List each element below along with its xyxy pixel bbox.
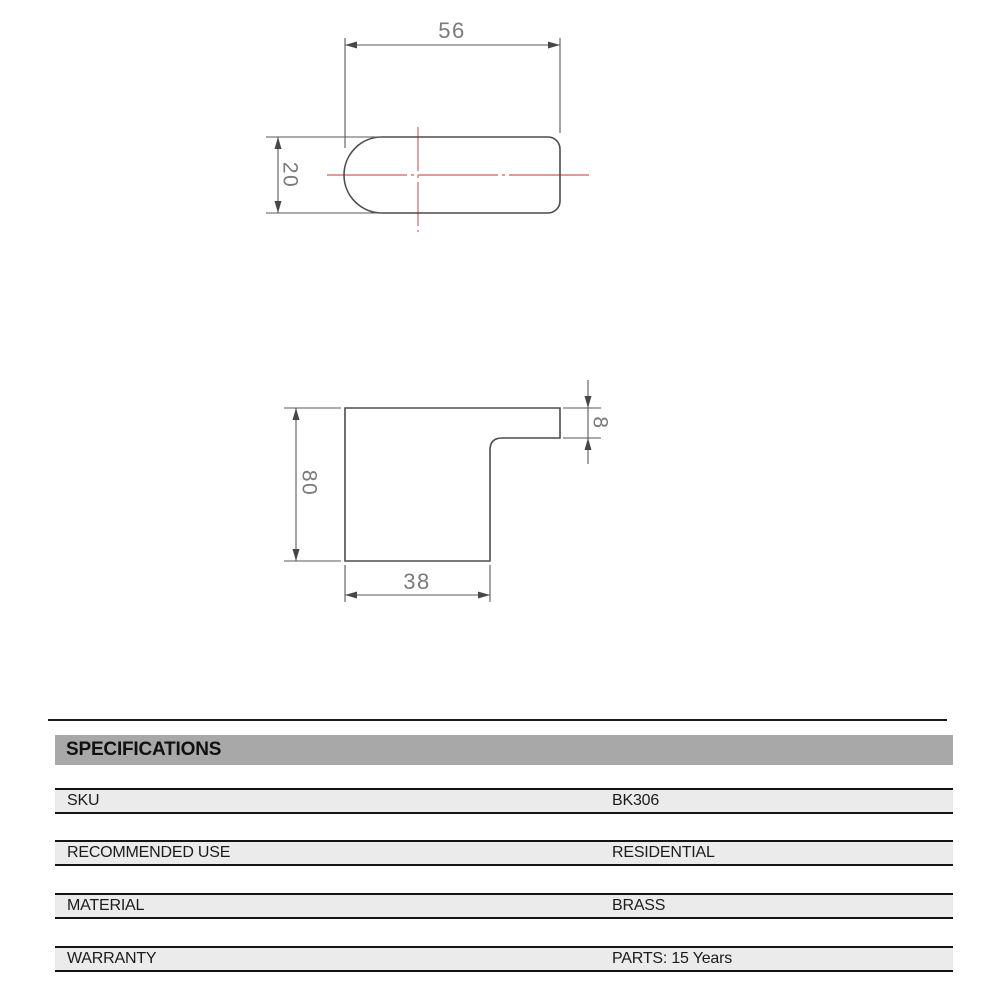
- row-value: PARTS: 15 Years: [612, 950, 733, 967]
- dimension-label-width: 56: [438, 18, 466, 43]
- table-row-material: [55, 893, 953, 919]
- arrowhead-up: [585, 438, 592, 450]
- side-view-drawing: [284, 380, 611, 602]
- specifications-header-bar: [55, 735, 953, 765]
- side-view-outline: [345, 408, 560, 561]
- specifications-title: SPECIFICATIONS: [66, 739, 222, 760]
- row-label: RECOMMENDED USE: [67, 844, 231, 861]
- table-row-recommended-use: [55, 840, 953, 866]
- row-label: MATERIAL: [67, 897, 145, 914]
- dimension-label-depth: 38: [403, 569, 431, 594]
- arrowhead-left: [345, 42, 357, 49]
- arrowhead-down: [293, 549, 300, 561]
- arrowhead-down: [275, 201, 282, 213]
- dimension-label-height: 20: [278, 161, 302, 189]
- dimension-label-height: 80: [297, 469, 321, 497]
- top-view-drawing: [266, 18, 590, 232]
- table-row-warranty: [55, 946, 953, 972]
- table-row-sku: [55, 788, 953, 814]
- arrowhead-left: [345, 592, 357, 599]
- arrowhead-up: [275, 137, 282, 149]
- section-divider-line: [48, 719, 947, 721]
- arrowhead-down: [585, 396, 592, 408]
- dimension-label-thickness: 8: [588, 416, 612, 430]
- row-label: WARRANTY: [67, 950, 157, 967]
- arrowhead-right: [478, 592, 490, 599]
- row-value: BK306: [612, 792, 660, 809]
- arrowhead-right: [548, 42, 560, 49]
- row-value: RESIDENTIAL: [612, 844, 715, 861]
- arrowhead-up: [293, 408, 300, 420]
- row-value: BRASS: [612, 897, 666, 914]
- row-label: SKU: [67, 792, 100, 809]
